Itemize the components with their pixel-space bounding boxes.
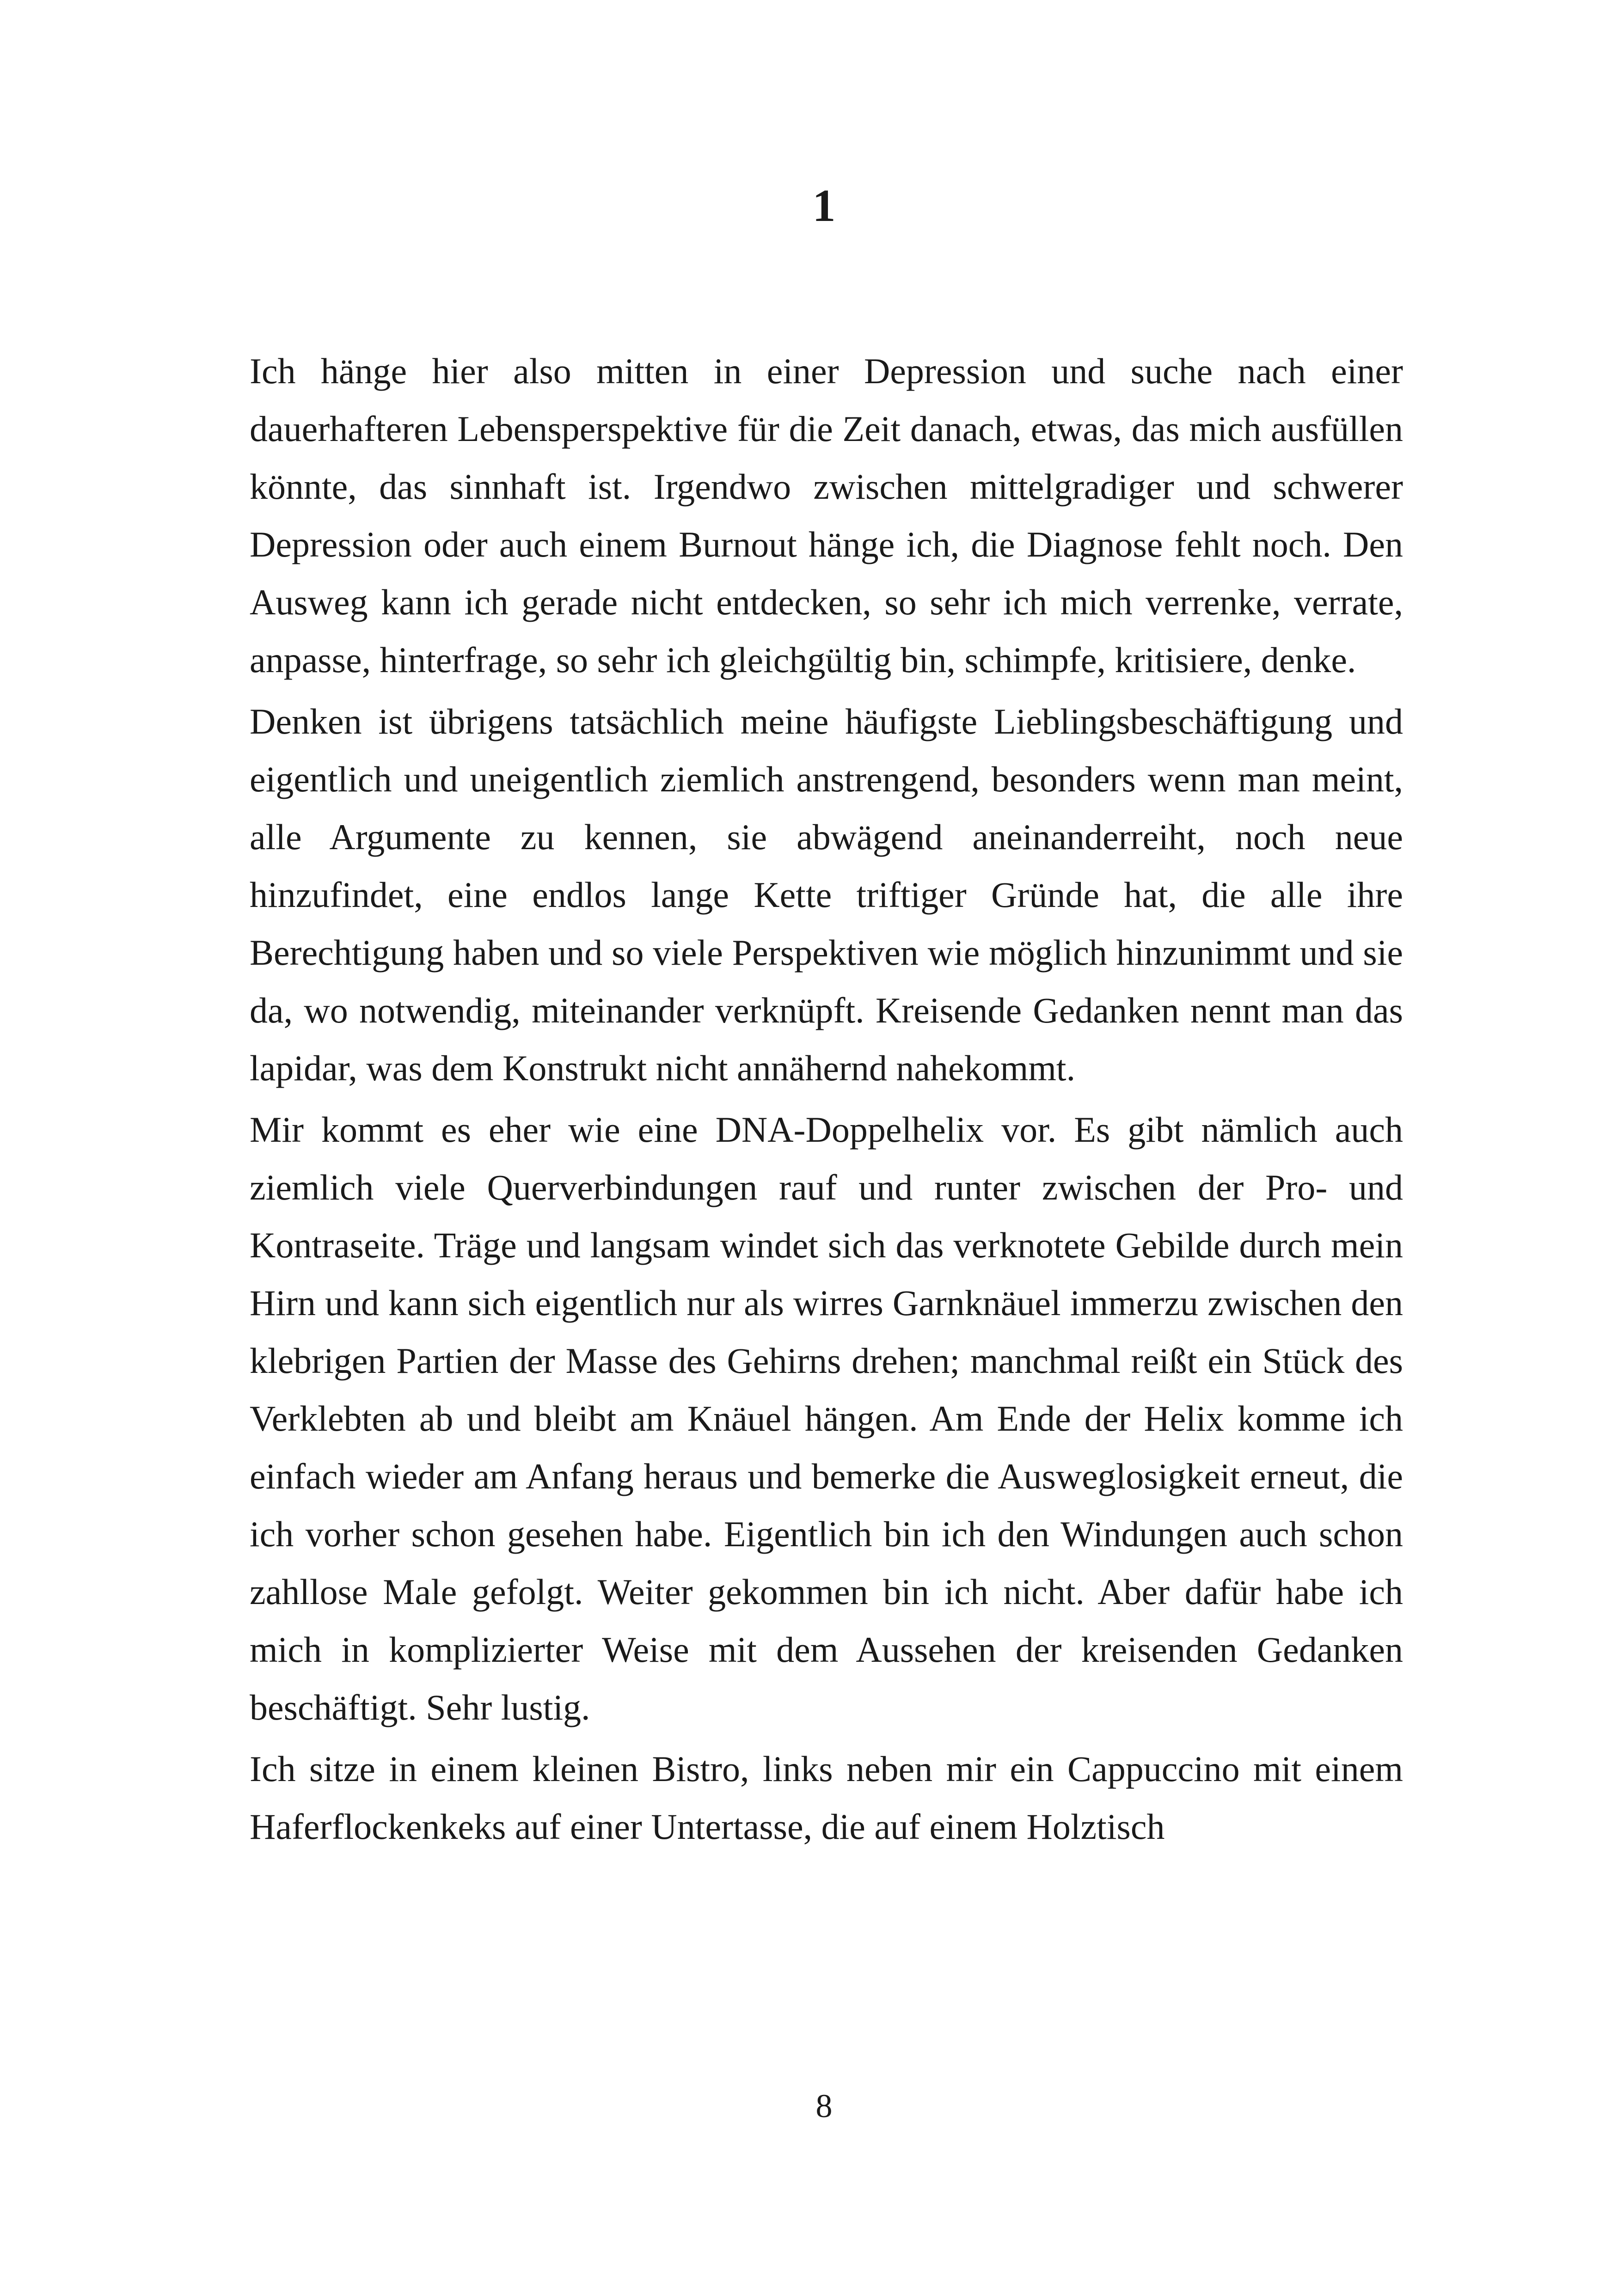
- page-number: 8: [815, 2088, 833, 2125]
- body-text: [250, 342, 1403, 1855]
- chapter-number: 1: [812, 180, 836, 231]
- paragraph-4: Ich sitze in einem kleinen Bistro, links neben mir ein Cappuccino mit einem Haferflockenkeks auf einer Untertasse, die auf einem Holztisch: [250, 1749, 1403, 1847]
- paragraph-3: Mir kommt es eher wie eine DNA-Doppelhelix vor. Es gibt nämlich auch ziemlich viele Querverbindungen rauf und runter zwischen der Pro- und Kontraseite. Träge und langsam windet sich das verknotete Gebilde durch mein Hirn und kann sich eigentlich nur als wirres Garnknäuel immerzu zwischen den klebrigen Partien der Masse des Gehirns drehen; manchmal reißt ein Stück des Verklebten ab und bleibt am Knäuel hängen. Am Ende der Helix komme ich einfach wieder am Anfang heraus und bemerke die Ausweglosigkeit erneut, die ich vorher schon gesehen habe. Eigentlich bin ich den Windungen auch schon zahllose Male gefolgt. Weiter gekommen bin ich nicht. Aber dafür habe ich mich in komplizierter Weise mit dem Aussehen der kreisenden Gedanken beschäftigt. Sehr lustig.: [250, 1109, 1403, 1727]
- paragraph-1: Ich hänge hier also mitten in einer Depression und suche nach einer dauerhafteren Lebensperspektive für die Zeit danach, etwas, das mich ausfüllen könnte, das sinnhaft ist. Irgendwo zwischen mittelgradiger und schwerer Depression oder auch einem Burnout hänge ich, die Diagnose fehlt noch. Den Ausweg kann ich gerade nicht entdecken, so sehr ich mich verrenke, verrate, anpasse, hinterfrage, so sehr ich gleichgültig bin, schimpfe, kritisiere, denke.: [250, 351, 1403, 680]
- paragraph-2: Denken ist übrigens tatsächlich meine häufigste Lieblingsbeschäftigung und eigentlich und uneigentlich ziemlich anstrengend, besonders wenn man meint, alle Argumente zu kennen, sie abwägend aneinanderreiht, noch neue hinzufindet, eine endlos lange Kette triftiger Gründe hat, die alle ihre Berechtigung haben und so viele Perspektiven wie möglich hinzunimmt und sie da, wo notwendig, miteinander verknüpft. Kreisende Gedanken nennt man das lapidar, was dem Konstrukt nicht annähernd nahekommt.: [250, 701, 1403, 1088]
